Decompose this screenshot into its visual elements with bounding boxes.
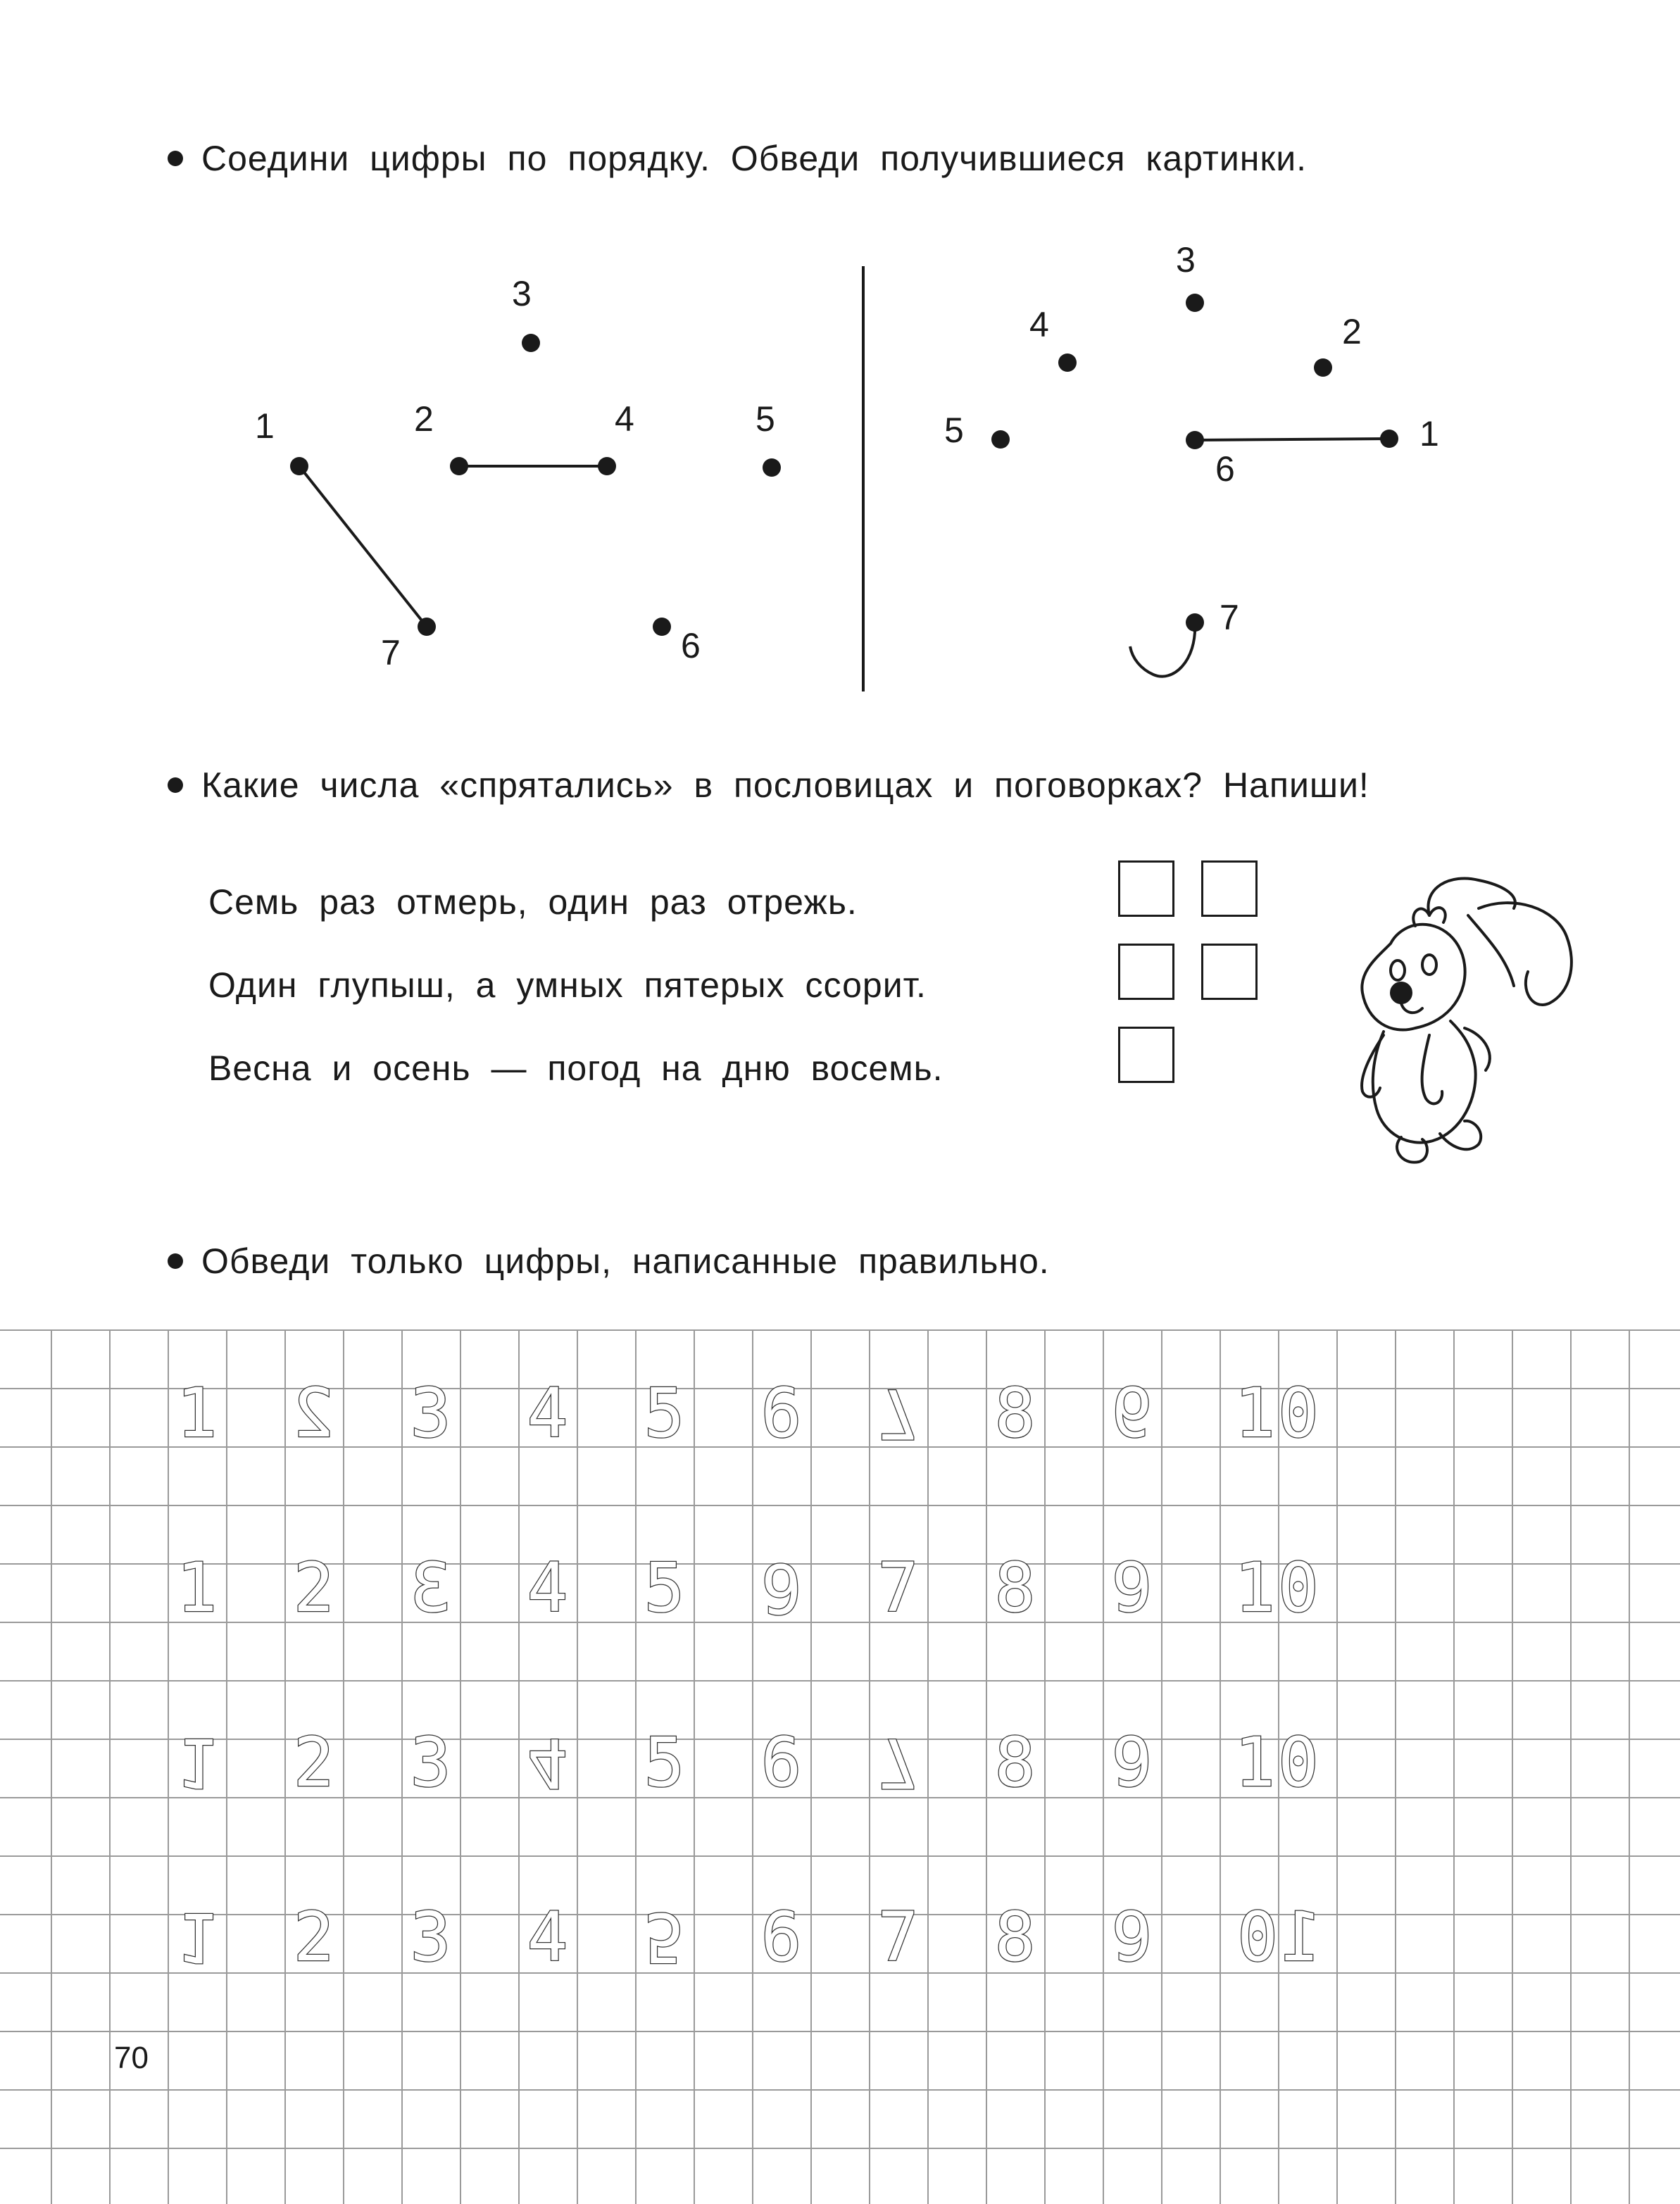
proverb-1: Семь раз отмерь, один раз отрежь.	[208, 882, 858, 922]
digit-cell[interactable]: 8	[994, 1548, 1036, 1627]
left-dot-5-label: 5	[756, 399, 775, 439]
bullet-icon	[168, 777, 183, 793]
digit-cell[interactable]: 10	[1234, 1374, 1322, 1453]
right-curve-7	[1130, 622, 1195, 677]
digit-cell[interactable]: 8	[994, 1374, 1036, 1453]
task-text: Соедини цифры по порядку. Обведи получившиеся картинки.	[201, 139, 1308, 178]
right-dot-2-label: 2	[1342, 312, 1362, 351]
digit-cell[interactable]: 6	[760, 1548, 802, 1627]
digit-cell[interactable]: 2	[293, 1723, 334, 1802]
left-line-1-7	[299, 466, 427, 627]
task-text: Обведи только цифры, написанные правильно.	[201, 1241, 1050, 1281]
digit-cell[interactable]: 6	[760, 1898, 802, 1977]
right-dot-4-label: 4	[1029, 305, 1049, 344]
digit-cell[interactable]: 1	[176, 1374, 218, 1453]
left-dot-6	[653, 618, 671, 636]
left-dot-5	[763, 458, 781, 477]
digit-cell[interactable]: 6	[760, 1374, 802, 1453]
left-dot-1	[290, 457, 308, 475]
digit-cell[interactable]: 8	[994, 1723, 1036, 1802]
left-dots	[255, 274, 781, 672]
digit-cell[interactable]: 1	[176, 1548, 218, 1627]
digit-cell[interactable]: 2	[293, 1374, 334, 1453]
digit-cell[interactable]: 9	[1111, 1374, 1153, 1453]
digit-cell[interactable]: 3	[410, 1374, 451, 1453]
dot-to-dot-area	[0, 0, 1680, 704]
digit-cell[interactable]: 4	[527, 1374, 568, 1453]
digit-cell[interactable]: 3	[410, 1548, 451, 1627]
digit-cell[interactable]: 6	[760, 1723, 802, 1802]
digit-cell[interactable]: 2	[293, 1548, 334, 1627]
digit-cell[interactable]: 7	[877, 1374, 919, 1453]
answer-box-3a[interactable]	[1118, 1027, 1174, 1083]
digit-cell[interactable]: 3	[410, 1723, 451, 1802]
left-dot-2	[450, 457, 468, 475]
right-dot-7	[1186, 613, 1204, 632]
left-dot-6-label: 6	[681, 626, 701, 665]
digit-cell[interactable]: 10	[1234, 1723, 1322, 1802]
answer-box-2b[interactable]	[1201, 944, 1258, 1000]
right-dot-6	[1186, 431, 1204, 449]
left-dot-7-label: 7	[381, 633, 401, 672]
right-dot-3	[1186, 294, 1204, 312]
task-hidden-numbers	[168, 765, 1369, 806]
right-dot-5	[991, 430, 1010, 449]
answer-box-1b[interactable]	[1201, 860, 1258, 917]
page-number: 70	[114, 2041, 149, 2075]
right-dot-6-label: 6	[1215, 449, 1235, 489]
left-dot-3	[522, 334, 540, 352]
digit-cell[interactable]: 5	[644, 1548, 685, 1627]
digit-cell[interactable]: 10	[1234, 1548, 1322, 1627]
digit-cell[interactable]: 5	[644, 1723, 685, 1802]
right-dot-5-label: 5	[944, 411, 964, 450]
answer-box-2a[interactable]	[1118, 944, 1174, 1000]
digit-cell[interactable]: 2	[293, 1898, 334, 1977]
right-dot-2	[1314, 358, 1332, 377]
digit-cell[interactable]: 7	[877, 1548, 919, 1627]
right-line-6-1	[1195, 439, 1389, 440]
right-dot-1	[1380, 430, 1398, 448]
right-dot-3-label: 3	[1176, 240, 1196, 280]
squared-paper-grid	[0, 1329, 1680, 2204]
digit-cell[interactable]: 3	[410, 1898, 451, 1977]
answer-box-1a[interactable]	[1118, 860, 1174, 917]
left-dot-3-label: 3	[512, 274, 532, 313]
digit-cell[interactable]: 10	[1234, 1898, 1322, 1977]
left-dot-4-label: 4	[615, 399, 634, 439]
digit-cell[interactable]: 4	[527, 1548, 568, 1627]
bullet-icon	[168, 1253, 183, 1269]
proverb-2: Один глупыш, а умных пятерых ссорит.	[208, 965, 927, 1005]
digit-cell[interactable]: 7	[877, 1898, 919, 1977]
digit-cell[interactable]: 8	[994, 1898, 1036, 1977]
digit-cell[interactable]: 5	[644, 1898, 685, 1977]
task-circle-correct	[168, 1241, 1050, 1282]
task-text: Какие числа «спрятались» в пословицах и поговорках? Напиши!	[201, 765, 1369, 805]
left-dot-4	[598, 457, 616, 475]
digit-cell[interactable]: 9	[1111, 1898, 1153, 1977]
right-dot-7-label: 7	[1220, 598, 1239, 637]
digit-cell[interactable]: 4	[527, 1723, 568, 1802]
digit-cell[interactable]: 1	[176, 1723, 218, 1802]
left-dot-7	[418, 618, 436, 636]
digit-cell[interactable]: 9	[1111, 1548, 1153, 1627]
digit-cell[interactable]: 1	[176, 1898, 218, 1977]
digit-cell[interactable]: 9	[1111, 1723, 1153, 1802]
right-dot-4	[1058, 353, 1077, 372]
right-dot-1-label: 1	[1419, 414, 1439, 453]
digit-cell[interactable]: 5	[644, 1374, 685, 1453]
digit-cell[interactable]: 7	[877, 1723, 919, 1802]
digit-cell[interactable]: 4	[527, 1898, 568, 1977]
left-dot-1-label: 1	[255, 406, 275, 446]
proverb-3: Весна и осень — погод на дню восемь.	[208, 1048, 944, 1088]
left-dot-2-label: 2	[414, 399, 434, 439]
